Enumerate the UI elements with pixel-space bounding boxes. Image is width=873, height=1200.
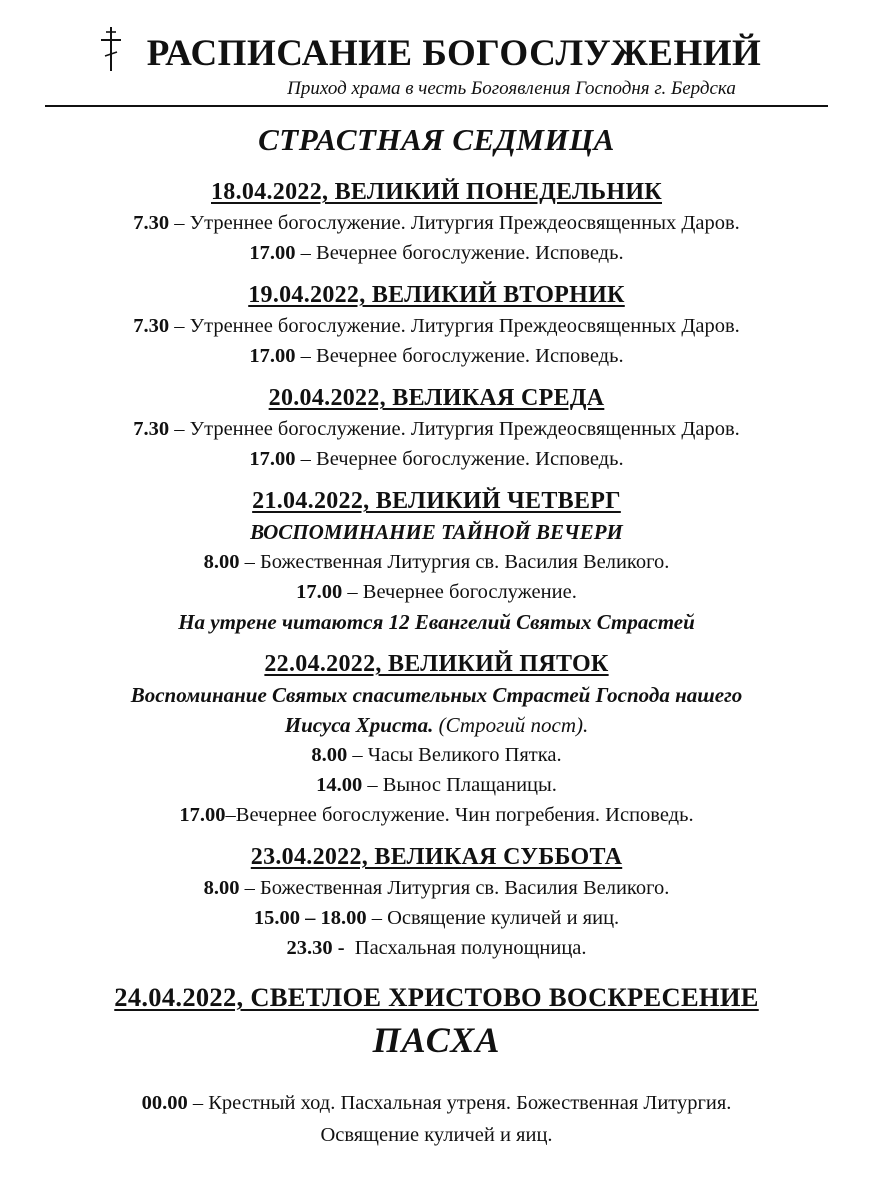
service-time: 17.00 xyxy=(249,448,296,470)
service-time: 8.00 xyxy=(203,551,240,573)
day-heading: 21.04.2022, ВЕЛИКИЙ ЧЕТВЕРГ xyxy=(252,488,621,514)
service-separator: – xyxy=(239,877,260,899)
service-line xyxy=(30,414,843,444)
service-separator: – xyxy=(187,1092,209,1114)
day-block xyxy=(30,841,843,963)
service-text: Божественная Литургия св. Василия Великого. xyxy=(260,877,670,899)
service-text: Вечернее богослужение. Исповедь. xyxy=(316,448,624,470)
service-line xyxy=(30,547,843,577)
week-title: СТРАСТНАЯ СЕДМИЦА xyxy=(258,122,615,157)
schedule-content xyxy=(30,118,843,1151)
commemoration-line xyxy=(30,710,843,740)
service-separator: – xyxy=(347,744,368,766)
service-text: Вечернее богослужение. Чин погребения. Исповедь. xyxy=(235,804,694,826)
service-separator: – xyxy=(295,448,317,470)
service-separator: – xyxy=(169,212,190,234)
service-line xyxy=(30,903,843,933)
service-separator: – xyxy=(295,242,317,264)
service-line xyxy=(30,341,843,371)
service-time: 8.00 xyxy=(311,744,348,766)
service-text: Освящение куличей и яиц. xyxy=(387,907,620,929)
service-text: Вечернее богослужение. Исповедь. xyxy=(316,242,624,264)
service-time: 17.00 xyxy=(179,804,226,826)
service-line xyxy=(30,740,843,770)
service-text: Утреннее богослужение. Литургия Преждеосвященных Даров. xyxy=(189,212,740,234)
service-separator: – xyxy=(169,418,190,440)
service-time: 17.00 xyxy=(249,242,296,264)
service-line xyxy=(30,1087,843,1119)
day-heading: 22.04.2022, ВЕЛИКИЙ ПЯТОК xyxy=(264,651,609,677)
commemoration-text: Иисуса Христа. xyxy=(284,713,434,737)
service-line xyxy=(30,770,843,800)
page-subtitle: Приход храма в честь Богоявления Господня г. Бердска xyxy=(287,78,736,99)
service-time: 14.00 xyxy=(316,774,363,796)
service-time: 23.30 - xyxy=(286,937,345,959)
easter-heading: 24.04.2022, СВЕТЛОЕ ХРИСТОВО ВОСКРЕСЕНИЕ xyxy=(114,982,759,1012)
header-divider xyxy=(45,105,828,107)
service-separator: – xyxy=(362,774,383,796)
service-line xyxy=(30,238,843,268)
day-note: На утрене читаются 12 Евангелий Святых Страстей xyxy=(178,610,695,634)
commemoration-line: Воспоминание Святых спасительных Страстей Господа нашего xyxy=(130,683,743,707)
service-text: Вечернее богослужение. xyxy=(362,581,577,603)
day-subheading: ВОСПОМИНАНИЕ ТАЙНОЙ ВЕЧЕРИ xyxy=(250,520,623,544)
service-line xyxy=(30,444,843,474)
service-time: 8.00 xyxy=(203,877,240,899)
service-text: Пасхальная полунощница. xyxy=(354,937,587,959)
service-text: Утреннее богослужение. Литургия Преждеосвященных Даров. xyxy=(189,315,740,337)
service-line: Освящение куличей и яиц. xyxy=(320,1124,553,1146)
service-time: 7.30 xyxy=(133,315,170,337)
service-separator xyxy=(345,937,355,959)
day-block xyxy=(30,279,843,371)
header xyxy=(45,22,828,110)
service-separator: – xyxy=(239,551,260,573)
day-block xyxy=(30,176,843,268)
day-heading: 19.04.2022, ВЕЛИКИЙ ВТОРНИК xyxy=(248,282,625,308)
day-heading: 23.04.2022, ВЕЛИКАЯ СУББОТА xyxy=(250,844,623,870)
day-heading: 18.04.2022, ВЕЛИКИЙ ПОНЕДЕЛЬНИК xyxy=(211,179,662,205)
service-time: 00.00 xyxy=(141,1092,188,1114)
service-text: Вечернее богослужение. Исповедь. xyxy=(316,345,624,367)
service-time: 17.00 xyxy=(249,345,296,367)
day-block xyxy=(30,382,843,474)
service-line xyxy=(30,311,843,341)
service-line xyxy=(30,800,843,830)
service-text: Вынос Плащаницы. xyxy=(382,774,557,796)
service-separator: – xyxy=(295,345,317,367)
service-line xyxy=(30,577,843,607)
service-separator: – xyxy=(225,804,236,826)
service-separator: – xyxy=(366,907,388,929)
day-block xyxy=(30,648,843,830)
day-heading: 20.04.2022, ВЕЛИКАЯ СРЕДА xyxy=(268,385,605,411)
service-time: 15.00 – 18.00 xyxy=(253,907,367,929)
service-text: Крестный ход. Пасхальная утреня. Божественная Литургия. xyxy=(208,1092,732,1114)
service-time: 7.30 xyxy=(133,418,170,440)
service-text: Утреннее богослужение. Литургия Преждеосвященных Даров. xyxy=(189,418,740,440)
easter-block xyxy=(30,979,843,1151)
service-line xyxy=(30,873,843,903)
service-time: 7.30 xyxy=(133,212,170,234)
service-line xyxy=(30,208,843,238)
service-separator: – xyxy=(342,581,363,603)
easter-subtitle: ПАСХА xyxy=(372,1020,501,1060)
page-title: РАСПИСАНИЕ БОГОСЛУЖЕНИЙ xyxy=(146,33,762,74)
service-separator: – xyxy=(169,315,190,337)
fast-note: (Строгий пост). xyxy=(433,713,589,737)
service-text: Часы Великого Пятка. xyxy=(367,744,562,766)
service-line xyxy=(30,933,843,963)
service-time: 17.00 xyxy=(296,581,343,603)
service-text: Божественная Литургия св. Василия Великого. xyxy=(260,551,670,573)
day-block xyxy=(30,485,843,637)
